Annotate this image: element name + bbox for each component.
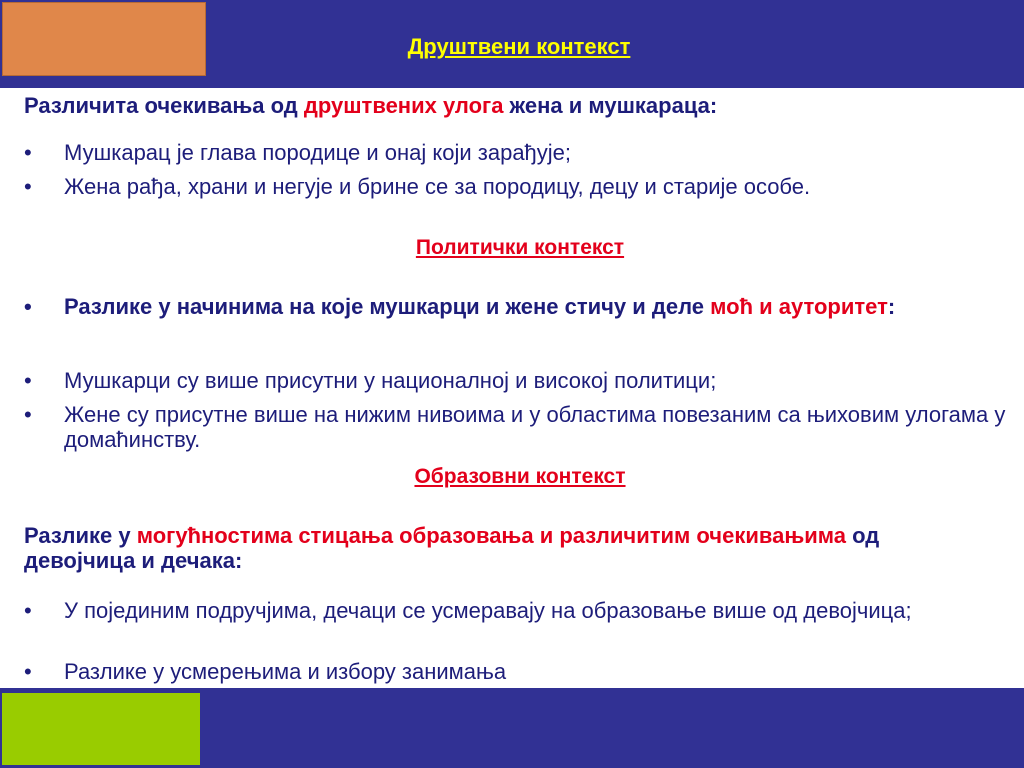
bullet-icon: • xyxy=(24,659,32,684)
education-section-title: Образовни контекст xyxy=(414,465,626,488)
text-part: Разлике у начинима на које мушкарци и жене стичу и деле xyxy=(64,294,711,319)
bullet-icon: • xyxy=(24,402,32,427)
bullet-icon: • xyxy=(24,140,32,165)
list-item-text: Жена рађа, храни и негује и брине се за породицу, децу и старије особе. xyxy=(64,174,811,199)
text-part: од девојчица и дечака: xyxy=(24,523,880,573)
text-part: : xyxy=(887,294,896,319)
bullet-icon: • xyxy=(24,598,32,623)
list-item-text xyxy=(64,294,1014,319)
bullet-icon: • xyxy=(24,174,32,199)
text-highlight: могућностима стицања образовања и различитим очекивањима xyxy=(136,523,847,548)
text-part: Разлике у xyxy=(24,523,137,548)
text-highlight: моћ и ауторитет xyxy=(710,294,888,319)
social-heading-highlight: друштвених улога xyxy=(303,93,504,118)
social-heading xyxy=(24,93,717,118)
list-item-text: Жене су присутне више на нижим нивоима и у областима повезаним са њиховим улогама у домаћинству. xyxy=(64,402,1006,452)
header-orange-block xyxy=(2,2,206,76)
footer-green-block xyxy=(2,693,200,765)
list-item-text: У појединим подручјима, дечаци се усмеравају на образовање више од девојчица; xyxy=(64,598,912,623)
bullet-icon: • xyxy=(24,368,32,393)
page-title: Друштвени контекст xyxy=(407,34,631,59)
list-item-text: Мушкарци су више присутни у националној и високој политици; xyxy=(64,368,717,393)
education-heading-text xyxy=(24,523,934,573)
list-item-text: Разлике у усмерењима и избору занимања xyxy=(64,659,507,684)
political-section-title: Политички контекст xyxy=(415,236,625,259)
social-heading-part: Различита очекивања од xyxy=(24,93,304,118)
bullet-icon: • xyxy=(24,294,32,319)
list-item-text: Мушкарац је глава породице и онај који зарађује; xyxy=(64,140,572,165)
social-heading-part: жена и мушкараца: xyxy=(503,93,718,118)
